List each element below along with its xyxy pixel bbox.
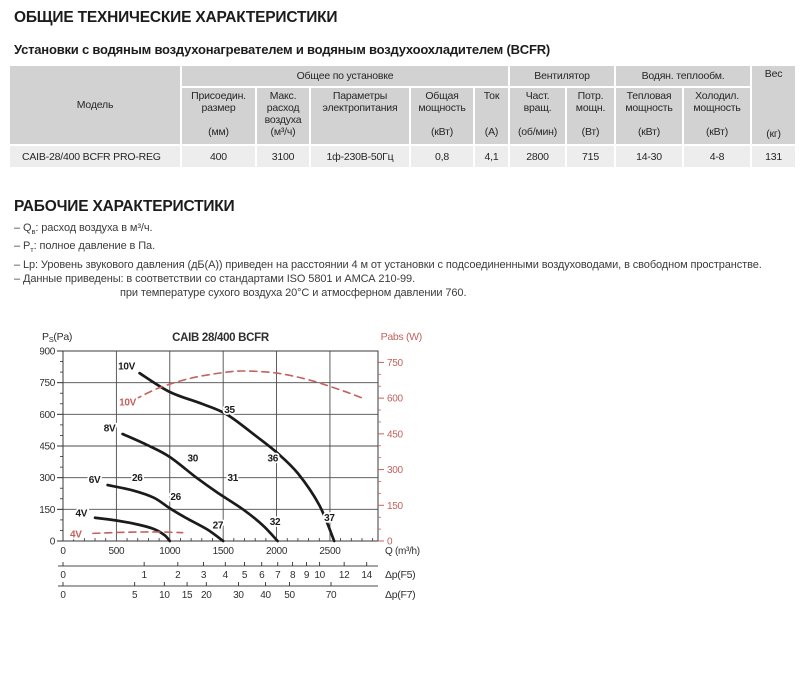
ruler-tick-label: 10 <box>159 590 170 601</box>
col-label: Присоедин. размер <box>191 90 246 114</box>
group-header-water-exchanger: Водян. теплообм. <box>616 66 750 86</box>
curve-label-4V: 4V <box>75 508 88 520</box>
col-unit: (А) <box>484 126 499 139</box>
value-cell: 14-30 <box>616 146 682 167</box>
col-header-heat-power <box>616 88 682 144</box>
x-tick-label: 1000 <box>159 546 181 557</box>
group-header-general: Общее по установке <box>182 66 508 86</box>
ruler-tick-label: 15 <box>181 590 193 601</box>
ruler-tick-label: 5 <box>241 570 248 581</box>
model-header: Модель <box>10 66 180 144</box>
curve-10V-power <box>135 371 362 400</box>
ruler-tick-label: 0 <box>60 590 66 601</box>
curve-label-4V: 4V <box>69 529 82 541</box>
col-label: Холодил. мощность <box>693 90 741 114</box>
col-label: Потр. мощн. <box>575 90 606 114</box>
value-cell: 131 <box>752 146 795 167</box>
sound-level-label: 32 <box>269 517 281 529</box>
ruler-tick-label: 9 <box>303 570 310 581</box>
ruler-tick-label: 0 <box>60 570 66 581</box>
col-header-current <box>475 88 508 144</box>
ruler-tick-label: 50 <box>284 590 295 601</box>
chart-title: CAIB 28/400 BCFR <box>172 332 269 344</box>
col-header-cooling-power <box>684 88 750 144</box>
y-right-tick-label: 750 <box>387 357 403 369</box>
ruler-tick-label: 70 <box>325 590 337 601</box>
ruler-tick-label: 14 <box>361 570 372 581</box>
sound-level-label: 27 <box>212 520 224 532</box>
y-right-axis-label: Pabs (W) <box>380 331 422 343</box>
section-working-characteristics: РАБОЧИЕ ХАРАКТЕРИСТИКИ <box>14 198 235 215</box>
fan-curve-chart <box>40 326 460 616</box>
curve-label-10V: 10V <box>118 361 135 373</box>
value-cell: 4-8 <box>684 146 750 167</box>
curve-4V-pressure <box>95 518 170 541</box>
col-unit: (об/мин) <box>517 126 558 139</box>
page-title: ОБЩИЕ ТЕХНИЧЕСКИЕ ХАРАКТЕРИСТИКИ <box>14 9 338 26</box>
y-left-tick-label: 150 <box>40 504 55 516</box>
col-label: Общая мощность <box>418 90 466 114</box>
curve-label-8V: 8V <box>103 423 116 435</box>
ruler-tick-label: 10 <box>314 570 325 581</box>
page-subtitle: Установки с водяным воздухонагревателем и водяным воздухоохладителем (BCFR) <box>14 42 551 57</box>
ruler-label: Δp(F7) <box>385 589 416 601</box>
ruler-label: Δp(F5) <box>385 569 416 581</box>
y-right-tick-label: 150 <box>387 500 403 512</box>
x-tick-label: 500 <box>108 546 125 557</box>
note-airflow: – $Q_в$: расход воздуха в м³/ч. <box>14 222 153 237</box>
weight-label: Вес <box>764 68 783 80</box>
ruler-tick-label: 3 <box>200 570 207 581</box>
weight-header <box>752 66 795 144</box>
col-unit: (кВт) <box>430 126 454 139</box>
model-value: CAIB-28/400 BCFR PRO-REG <box>10 146 180 167</box>
curve-label-10V: 10V <box>119 397 137 409</box>
ruler-tick-label: 5 <box>132 590 138 601</box>
x-tick-label: 0 <box>60 546 66 557</box>
ruler-tick-label: 2 <box>175 570 181 581</box>
ruler-tick-label: 6 <box>259 570 265 581</box>
col-header-power-supply <box>311 88 409 144</box>
ruler-tick-label: 40 <box>260 590 271 601</box>
y-right-tick-label: 600 <box>387 393 403 405</box>
sound-level-label: 36 <box>267 453 279 465</box>
y-left-tick-label: 750 <box>40 378 55 390</box>
ruler-tick-label: 20 <box>201 590 212 601</box>
weight-unit: (кг) <box>766 128 781 141</box>
sound-level-label: 37 <box>324 512 335 524</box>
x-tick-label: 2000 <box>266 546 288 557</box>
value-cell: 715 <box>567 146 614 167</box>
y-left-tick-label: 300 <box>40 473 55 485</box>
y-right-tick-label: 300 <box>387 465 403 477</box>
group-header-fan: Вентилятор <box>510 66 614 86</box>
value-cell: 3100 <box>257 146 309 167</box>
sound-level-label: 26 <box>170 492 181 504</box>
sound-level-label: 35 <box>224 405 235 417</box>
sound-level-label: 26 <box>131 473 143 485</box>
col-unit: (кВт) <box>705 126 729 139</box>
col-header-maxflow <box>257 88 309 144</box>
col-header-consumed-power <box>567 88 614 144</box>
y-right-tick-label: 0 <box>387 536 393 548</box>
col-header-rpm <box>510 88 565 144</box>
y-right-tick-label: 450 <box>387 429 403 441</box>
col-label: Част. вращ. <box>523 90 552 114</box>
col-unit: (мм) <box>208 126 229 139</box>
sound-level-label: 31 <box>227 473 239 485</box>
ruler-tick-label: 4 <box>222 570 228 581</box>
x-axis-label: Q (m³/h) <box>385 546 420 557</box>
col-label: Параметры электропитания <box>322 90 398 114</box>
value-cell: 2800 <box>510 146 565 167</box>
y-left-tick-label: 600 <box>40 409 55 421</box>
value-cell: 400 <box>182 146 255 167</box>
spec-table <box>8 64 797 169</box>
ruler-tick-label: 1 <box>141 570 147 581</box>
y-left-tick-label: 900 <box>40 346 55 358</box>
note-conditions: при температуре сухого воздуха 20°С и атмосферном давлении 760. <box>120 287 467 300</box>
note-sound-level: – Lp: Уровень звукового давления (дБ(А)) приведен на расстоянии 4 м от установки с подсоединенными воздуховодами, в свободном пространстве. <box>14 258 762 271</box>
y-left-axis-label: PS(Pa) <box>42 331 73 344</box>
col-header-total-power <box>411 88 473 144</box>
working-notes <box>14 221 794 300</box>
col-unit: (м³/ч) <box>270 126 296 139</box>
fan-curve-chart-wrap <box>40 326 460 616</box>
curve-4V-power <box>93 532 183 533</box>
ruler-tick-label: 7 <box>275 570 281 581</box>
y-left-tick-label: 450 <box>40 441 55 453</box>
note-standards: – Данные приведены: в соответствии со стандартами ISO 5801 и АМСА 210-99. <box>14 272 416 285</box>
col-label: Тепловая мощность <box>625 90 673 114</box>
col-label: Макс. расход воздуха <box>264 90 302 126</box>
curve-label-6V: 6V <box>88 474 101 486</box>
ruler-tick-label: 8 <box>289 570 296 581</box>
value-cell: 1ф-230В-50Гц <box>311 146 409 167</box>
x-tick-label: 2500 <box>319 546 341 557</box>
x-tick-label: 1500 <box>212 546 234 557</box>
col-label: Ток <box>483 90 500 102</box>
ruler-tick-label: 12 <box>338 570 350 581</box>
value-cell: 4,1 <box>475 146 508 167</box>
value-cell: 0,8 <box>411 146 473 167</box>
col-unit: (Вт) <box>581 126 600 139</box>
sound-level-label: 30 <box>187 453 199 465</box>
col-header-size <box>182 88 255 144</box>
note-pressure: – $P_т$: полное давление в Па. <box>14 240 156 255</box>
y-left-tick-label: 0 <box>49 536 55 548</box>
ruler-tick-label: 30 <box>233 590 244 601</box>
col-unit: (кВт) <box>637 126 661 139</box>
